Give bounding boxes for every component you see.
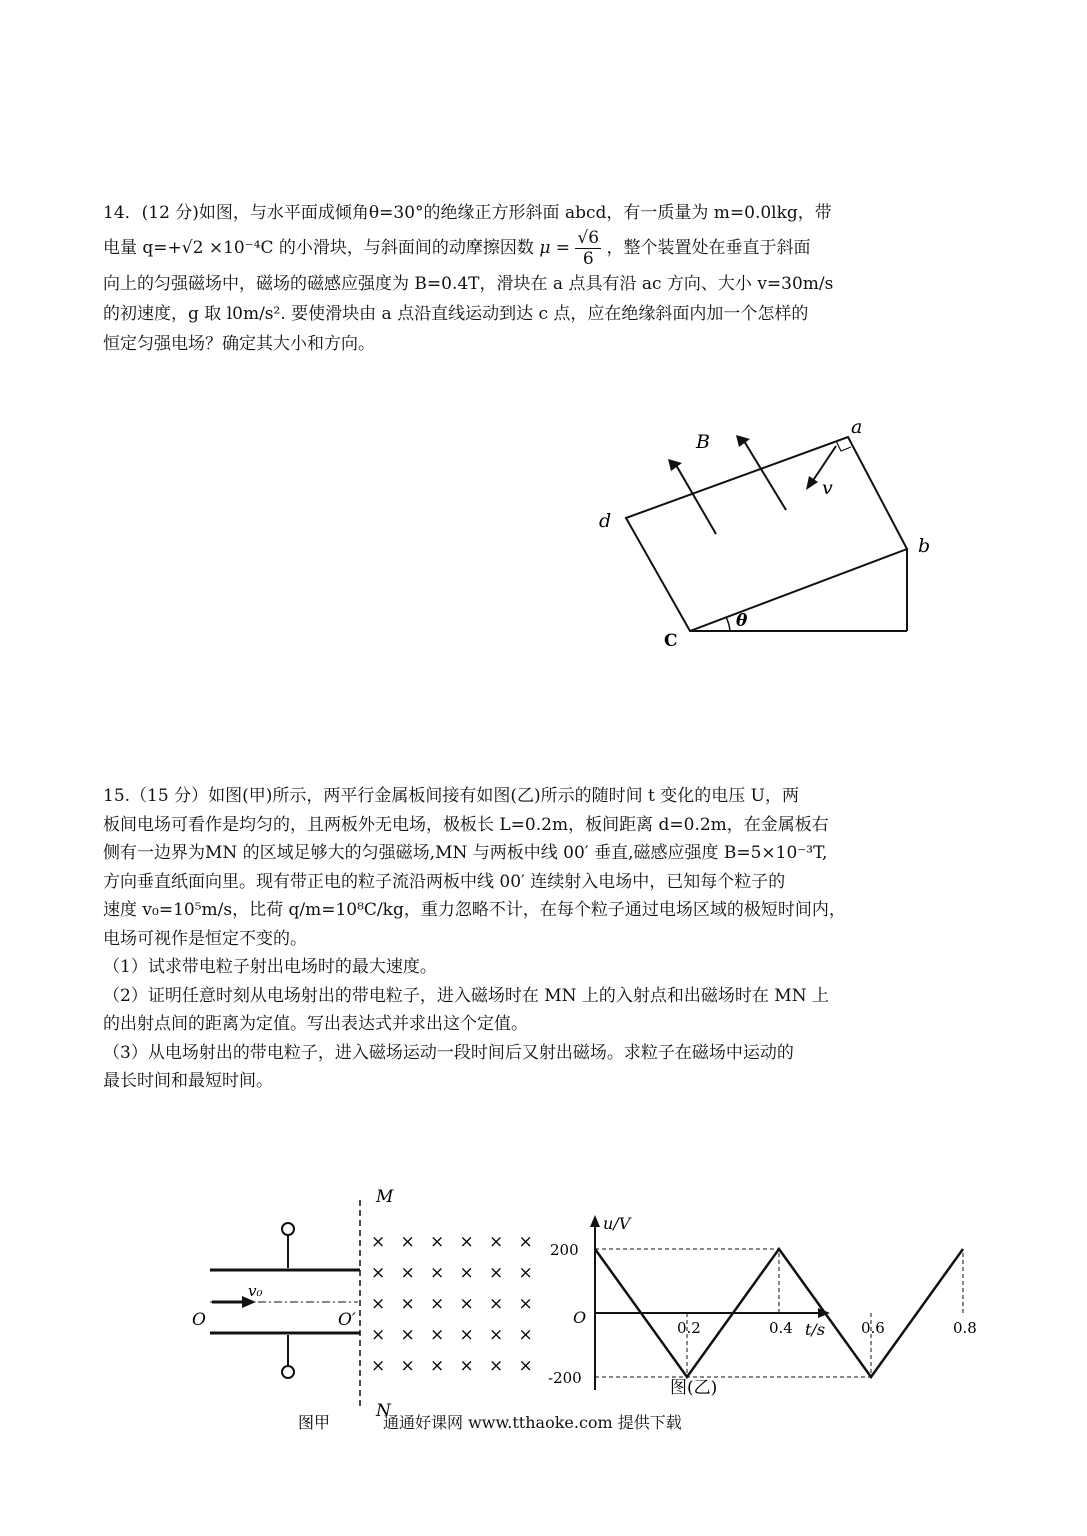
right-angle-mark [836,441,851,451]
chart-plot [548,1215,977,1390]
q14-line-2 [103,228,988,269]
field-arrow [676,465,716,534]
field-mark: × [489,1325,504,1345]
q15-sub-2a: （2）证明任意时刻从电场射出的带电粒子，进入磁场时在 MN 上的入射点和出磁场时在 MN 上 [103,985,829,1006]
question-15 [103,782,988,1096]
label-C: C [664,631,678,651]
x-tick-label: 0.8 [953,1319,977,1337]
q14-line-2a: 电量 q=+√2 ×10⁻⁴C 的小滑块，与斜面间的动摩擦因数 [103,238,534,258]
q14-line-4: 的初速度，g 取 l0m/s². 要使滑块由 a 点沿直线运动到达 c 点，应在绝缘斜面内加一个怎样的 [103,304,809,324]
field-mark: × [400,1356,415,1376]
field-mark: × [489,1294,504,1314]
label-a: a [851,416,863,438]
q15-line-3: 侧有一边界为MN 的区域足够大的匀强磁场,MN 与两板中线 00′ 垂直,磁感应强度 B=5×10⁻³T, [103,843,828,863]
field-mark: × [518,1356,533,1376]
field-mark: × [459,1356,474,1376]
field-mark: × [400,1232,415,1252]
field-mark: × [400,1294,415,1314]
q15-sub-3b: 最长时间和最短时间。 [103,1071,273,1091]
footer-credit: 通通好课网 www.tthaoke.com 提供下载 [383,1413,682,1432]
q15-line-1: 15.（15 分）如图(甲)所示，两平行金属板间接有如图(乙)所示的随时间 t 变化的电压 U，两 [103,786,799,806]
label-v: v [822,477,833,499]
field-mark: × [430,1263,445,1283]
chart-ylabel: u/V [603,1214,631,1233]
q14-line-3: 向上的匀强磁场中，磁场的磁感应强度为 B=0.4T，滑块在 a 点具有沿 ac 方向、大小 v=30m/s [103,274,834,294]
field-mark: × [489,1356,504,1376]
field-mark: × [459,1294,474,1314]
field-mark: × [489,1263,504,1283]
label-O: O [192,1310,206,1330]
q15-line-6: 电场可视作是恒定不变的。 [103,928,307,949]
voltage-chart [540,1205,977,1405]
plates-figure [180,1180,550,1430]
field-mark: × [459,1263,474,1283]
field-mark: × [518,1294,533,1314]
chart-caption: 图(乙) [670,1378,718,1398]
q15-line-2: 板间电场可看作是均匀的，且两板外无电场，极板长 L=0.2m，板间距离 d=0.2m，在金属板右 [103,814,829,835]
label-N: N [376,1401,391,1421]
mu-denominator: 6 [582,249,594,269]
field-arrow [744,441,786,510]
y-tick-label: -200 [548,1369,582,1387]
field-mark: × [371,1232,386,1252]
field-mark: × [371,1325,386,1345]
question-14 [103,198,988,359]
q14-line-1: 14．(12 分)如图，与水平面成倾角θ=30°的绝缘正方形斜面 abcd，有一质量为 m=0.0lkg，带 [103,203,832,223]
q14-line-5: 恒定匀强电场？确定其大小和方向。 [103,334,375,354]
bottom-terminal [282,1366,294,1378]
label-b: b [918,535,931,557]
incline-plane [626,437,907,631]
label-O-prime: O′ [338,1310,356,1330]
arrowhead [736,435,750,447]
arrowhead [806,476,818,490]
arrowhead [668,459,682,471]
field-mark: × [371,1263,386,1283]
q14-line-2b: ，整个装置处在垂直于斜面 [606,238,811,258]
mu-fraction [575,228,601,269]
field-arrows [668,435,786,534]
q15-line-5: 速度 v₀=10⁵m/s，比荷 q/m=10⁸C/kg，重力忽略不计，在每个粒子通过电场区域的极短时间内， [103,900,846,920]
magnetic-field [371,1232,533,1376]
field-mark: × [400,1325,415,1345]
label-B: B [696,431,710,453]
field-mark: × [430,1325,445,1345]
field-mark: × [430,1294,445,1314]
q15-sub-1: （1）试求带电粒子射出电场时的最大速度。 [103,957,437,977]
field-mark: × [430,1356,445,1376]
q15-sub-2b: 的出射点间的距离为定值。写出表达式并求出这个定值。 [103,1014,528,1034]
label-d: d [599,510,612,532]
field-mark: × [371,1356,386,1376]
label-theta: θ [736,611,748,631]
field-mark: × [459,1232,474,1252]
field-mark: × [489,1232,504,1252]
mu-symbol: μ = [539,238,571,258]
chart-xlabel: t/s [805,1320,826,1339]
field-mark: × [459,1325,474,1345]
label-v0: v₀ [248,1282,263,1300]
field-mark: × [518,1232,533,1252]
x-tick-label: 0.6 [861,1319,885,1337]
caption-jia: 图甲 [298,1413,331,1432]
label-M: M [376,1187,394,1207]
incline-figure [590,410,950,660]
top-terminal [282,1223,294,1235]
q15-line-4: 方向垂直纸面向里。现有带正电的粒子流沿两板中线 00′ 连续射入电场中，已知每个粒子的 [103,871,786,892]
x-tick-label: 0.2 [677,1319,701,1337]
field-mark: × [400,1263,415,1283]
x-tick-label: 0.4 [769,1319,793,1337]
field-mark: × [430,1232,445,1252]
chart-origin: O [573,1308,587,1327]
q15-sub-3a: （3）从电场射出的带电粒子，进入磁场运动一段时间后又射出磁场。求粒子在磁场中运动的 [103,1042,794,1063]
field-mark: × [518,1325,533,1345]
field-mark: × [371,1294,386,1314]
y-axis-arrow [590,1215,600,1227]
theta-arc [726,617,730,631]
y-tick-label: 200 [550,1241,579,1259]
field-mark: × [518,1263,533,1283]
mu-numerator: √6 [577,228,600,248]
